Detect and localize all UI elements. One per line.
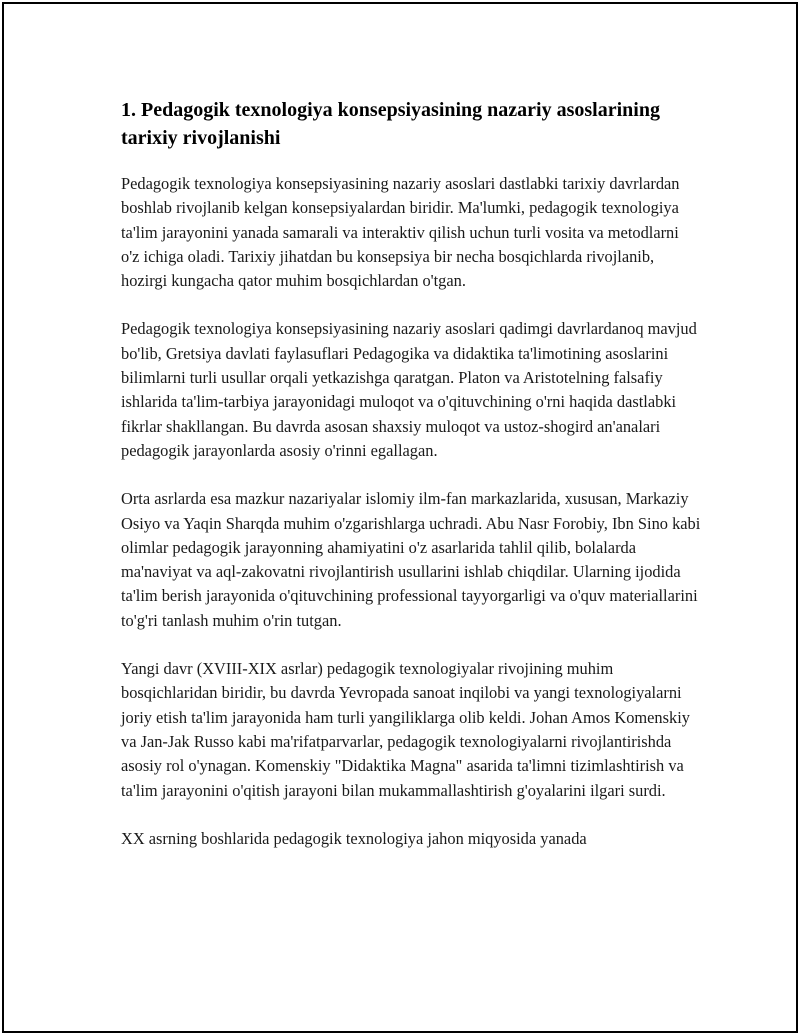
section-heading: 1. Pedagogik texnologiya konsepsiyasining nazariy asoslarining tarixiy rivojlanishi [121,99,660,149]
paragraph-3: Orta asrlarda esa mazkur nazariyalar islomiy ilm-fan markazlarida, xususan, Markaziy Osiyo va Yaqin Sharqda muhim o'zgarishlarga uchradi. Abu Nasr Forobiy, Ibn Sino kabi olimlar pedagogik jarayonning ahamiyatini o'z asarlarida tahlil qilib, bolalarda ma'naviyat va aql-zakovatni rivojlantirish usullarini ishlab chiqdilar. Ularning ijodida ta'lim berish jarayonida o'qituvchining professional tayyorgarligi va o'quv materiallarini to'g'ri tanlash muhim o'rin tutgan. [121,489,701,630]
document-body [121,96,701,875]
paragraph-2: Pedagogik texnologiya konsepsiyasining nazariy asoslari qadimgi davrlardanoq mavjud bo'lib, Gretsiya davlati faylasuflari Pedagogika va didaktika ta'limotining asoslarini bilimlarni turli usullar orqali yetkazishga qaratgan. Platon va Aristotelning falsafiy ishlarida ta'lim-tarbiya jarayonidagi muloqot va o'qituvchining o'rni haqida dastlabki fikrlar shakllangan. Bu davrda asosan shaxsiy muloqot va ustoz-shogird an'analari pedagogik jarayonlarda asosiy o'rinni egallagan. [121,319,697,460]
paragraph-4: Yangi davr (XVIII-XIX asrlar) pedagogik texnologiyalar rivojining muhim bosqichlaridan biridir, bu davrda Yevropada sanoat inqilobi va yangi texnologiyalarni joriy etish ta'lim jarayonida ham turli yangiliklarga olib keldi. Johan Amos Komenskiy va Jan-Jak Russo kabi ma'rifatparvarlar, pedagogik texnologiyalarni rivojlantirishda asosiy rol o'ynagan. Komenskiy "Didaktika Magna" asarida ta'limni tizimlashtirish va ta'lim jarayonini o'qitish jarayoni bilan mukammallashtirish g'oyalarini ilgari surdi. [121,659,690,800]
paragraph-5: XX asrning boshlarida pedagogik texnologiya jahon miqyosida yanada [121,828,587,848]
page-frame [2,2,798,1033]
paragraph-1: Pedagogik texnologiya konsepsiyasining nazariy asoslari dastlabki tarixiy davrlardan boshlab rivojlanib kelgan konsepsiyalardan biridir. Ma'lumki, pedagogik texnologiya ta'lim jarayonini yanada samarali va interaktiv qilish uchun turli vosita va metodlarni o'z ichiga oladi. Tarixiy jihatdan bu konsepsiya bir necha bosqichlarda rivojlanib, hozirgi kungacha qator muhim bosqichlardan o'tgan. [121,174,680,291]
